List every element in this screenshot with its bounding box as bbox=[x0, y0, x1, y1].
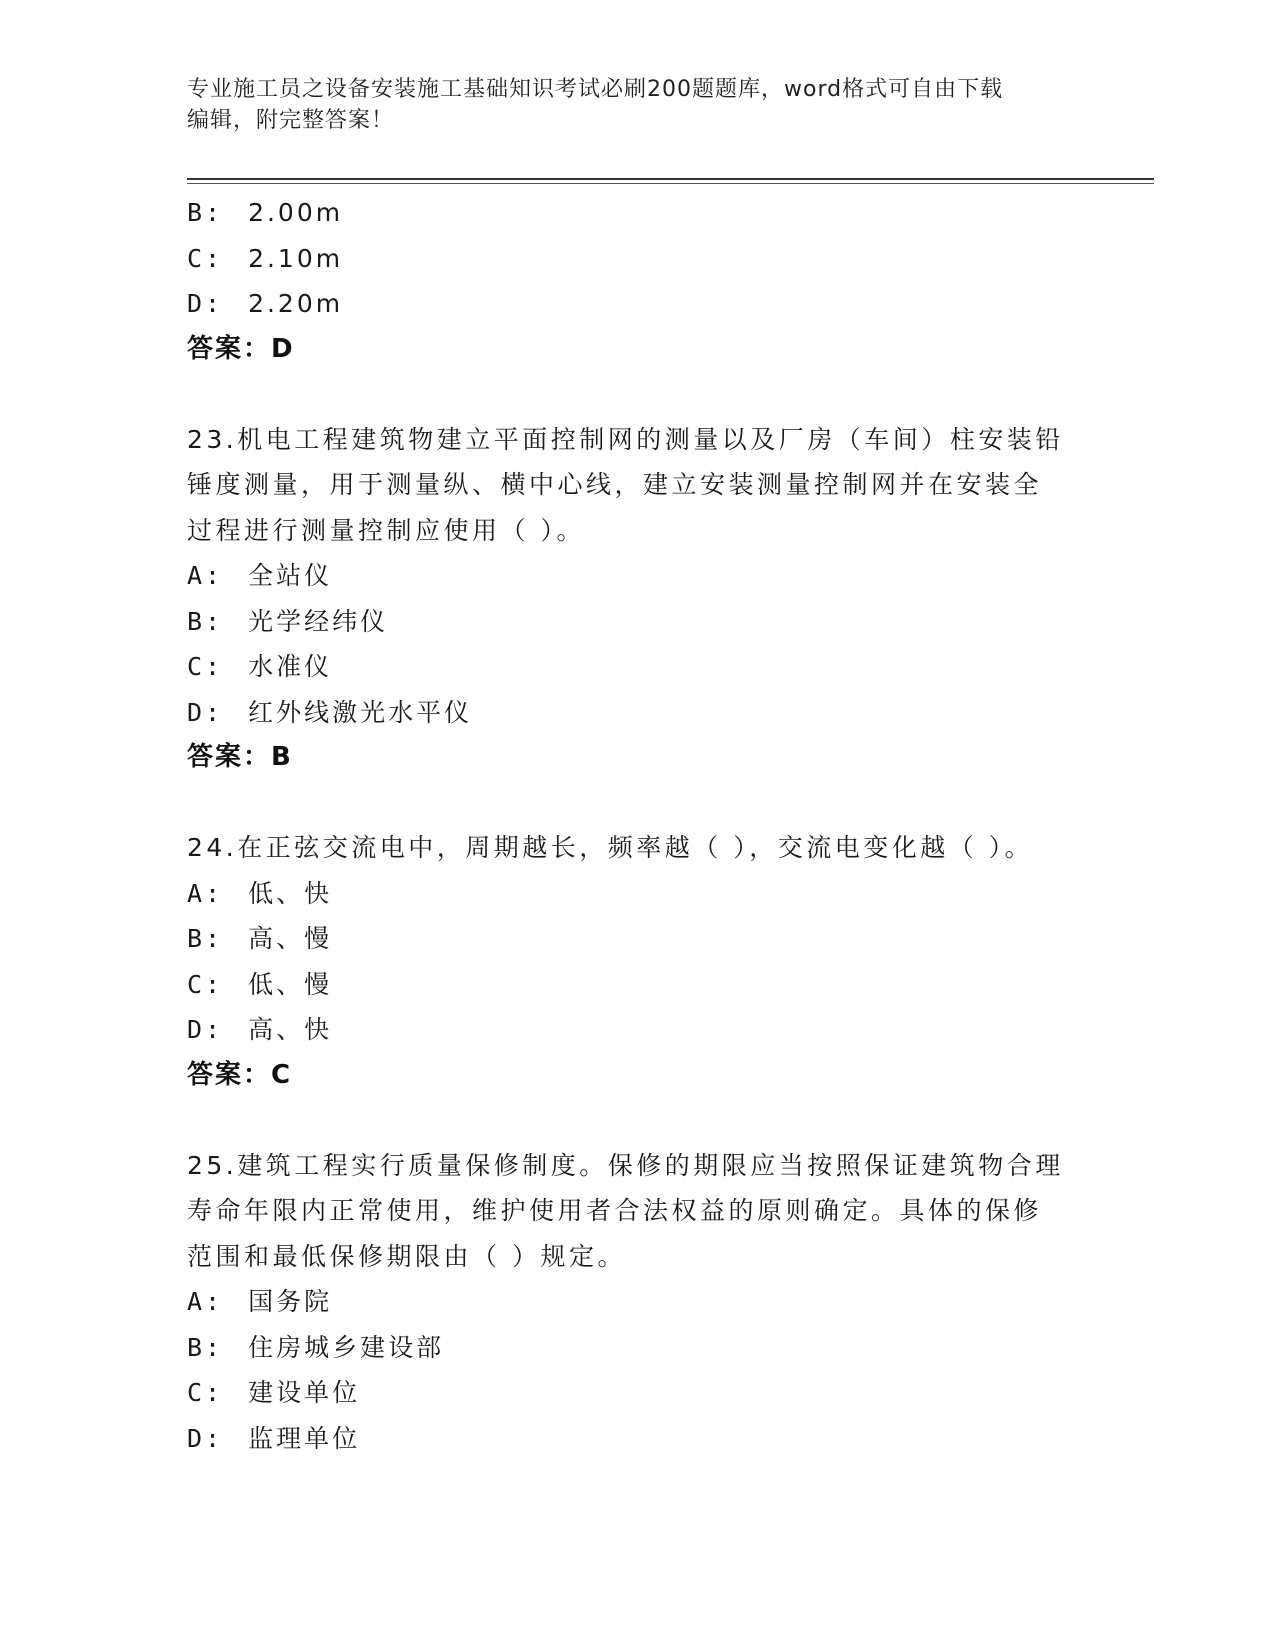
option-text: 低、慢 bbox=[248, 969, 333, 999]
option-letter: D: bbox=[187, 697, 224, 727]
question-stem-line: 寿命年限内正常使用，维护使用者合法权益的原则确定。具体的保修 bbox=[187, 1196, 1043, 1225]
option-text: 高、快 bbox=[248, 1015, 333, 1044]
option-letter: B: bbox=[187, 606, 224, 636]
option-letter: B: bbox=[187, 198, 224, 227]
option-letter: A: bbox=[187, 878, 224, 908]
option-text: 高、慢 bbox=[248, 924, 333, 953]
prev-question-block bbox=[187, 190, 1087, 372]
question-25 bbox=[187, 1143, 1087, 1462]
option-row bbox=[187, 599, 1087, 645]
option-text: 红外线激光水平仪 bbox=[248, 697, 473, 727]
option-row bbox=[187, 644, 1087, 690]
question-stem-line: 锤度测量，用于测量纵、横中心线，建立安装测量控制网并在安装全 bbox=[187, 470, 1043, 499]
answer-label: 答案：C bbox=[187, 1059, 293, 1090]
header-divider-thin bbox=[187, 183, 1154, 184]
option-text: 全站仪 bbox=[248, 561, 333, 590]
option-row bbox=[187, 1279, 1087, 1325]
question-content bbox=[187, 190, 1087, 1461]
option-row bbox=[187, 916, 1087, 962]
option-text: 2.00m bbox=[248, 198, 344, 227]
header-divider-thick bbox=[187, 178, 1154, 180]
document-header bbox=[187, 74, 1077, 136]
answer-label: 答案：D bbox=[187, 333, 295, 364]
question-stem-line: 25.建筑工程实行质量保修制度。保修的期限应当按照保证建筑物合理 bbox=[187, 1150, 1064, 1180]
option-letter: D: bbox=[187, 1015, 224, 1044]
option-row bbox=[187, 1416, 1087, 1462]
option-letter: D: bbox=[187, 1423, 224, 1453]
option-text: 2.10m bbox=[248, 243, 344, 273]
option-letter: D: bbox=[187, 289, 224, 318]
option-row bbox=[187, 962, 1087, 1008]
question-stem-line: 24.在正弦交流电中，周期越长，频率越（ ），交流电变化越（ ）。 bbox=[187, 833, 1034, 862]
option-row bbox=[187, 690, 1087, 736]
answer-label: 答案：B bbox=[187, 742, 293, 772]
option-row bbox=[187, 1007, 1087, 1053]
option-text: 住房城乡建设部 bbox=[248, 1332, 445, 1362]
question-23 bbox=[187, 417, 1087, 781]
option-text: 水准仪 bbox=[248, 652, 333, 681]
option-row bbox=[187, 1370, 1087, 1416]
question-24 bbox=[187, 825, 1087, 1098]
option-text: 国务院 bbox=[248, 1287, 333, 1316]
option-row bbox=[187, 236, 1087, 282]
option-letter: B: bbox=[187, 1332, 224, 1362]
question-stem-line: 过程进行测量控制应使用（ ）。 bbox=[187, 515, 585, 545]
option-text: 监理单位 bbox=[248, 1423, 361, 1453]
option-row bbox=[187, 281, 1087, 327]
option-letter: B: bbox=[187, 924, 224, 953]
option-letter: C: bbox=[187, 243, 224, 273]
option-letter: A: bbox=[187, 561, 224, 590]
question-stem-line: 范围和最低保修期限由（ ）规定。 bbox=[187, 1241, 626, 1271]
option-row bbox=[187, 190, 1087, 236]
header-title-line-1: 专业施工员之设备安装施工基础知识考试必刷200题题库，word格式可自由下载 bbox=[187, 77, 1004, 102]
option-text: 建设单位 bbox=[248, 1378, 361, 1407]
option-text: 2.20m bbox=[248, 289, 344, 318]
option-row bbox=[187, 871, 1087, 917]
option-row bbox=[187, 1325, 1087, 1371]
header-title-line-2: 编辑，附完整答案！ bbox=[187, 108, 395, 133]
option-letter: C: bbox=[187, 652, 224, 681]
option-row bbox=[187, 553, 1087, 599]
option-text: 光学经纬仪 bbox=[248, 606, 389, 636]
option-letter: A: bbox=[187, 1287, 224, 1316]
option-letter: C: bbox=[187, 969, 224, 999]
option-letter: C: bbox=[187, 1378, 224, 1407]
question-stem-line: 23.机电工程建筑物建立平面控制网的测量以及厂房（车间）柱安装铅 bbox=[187, 424, 1064, 454]
option-text: 低、快 bbox=[248, 878, 333, 908]
